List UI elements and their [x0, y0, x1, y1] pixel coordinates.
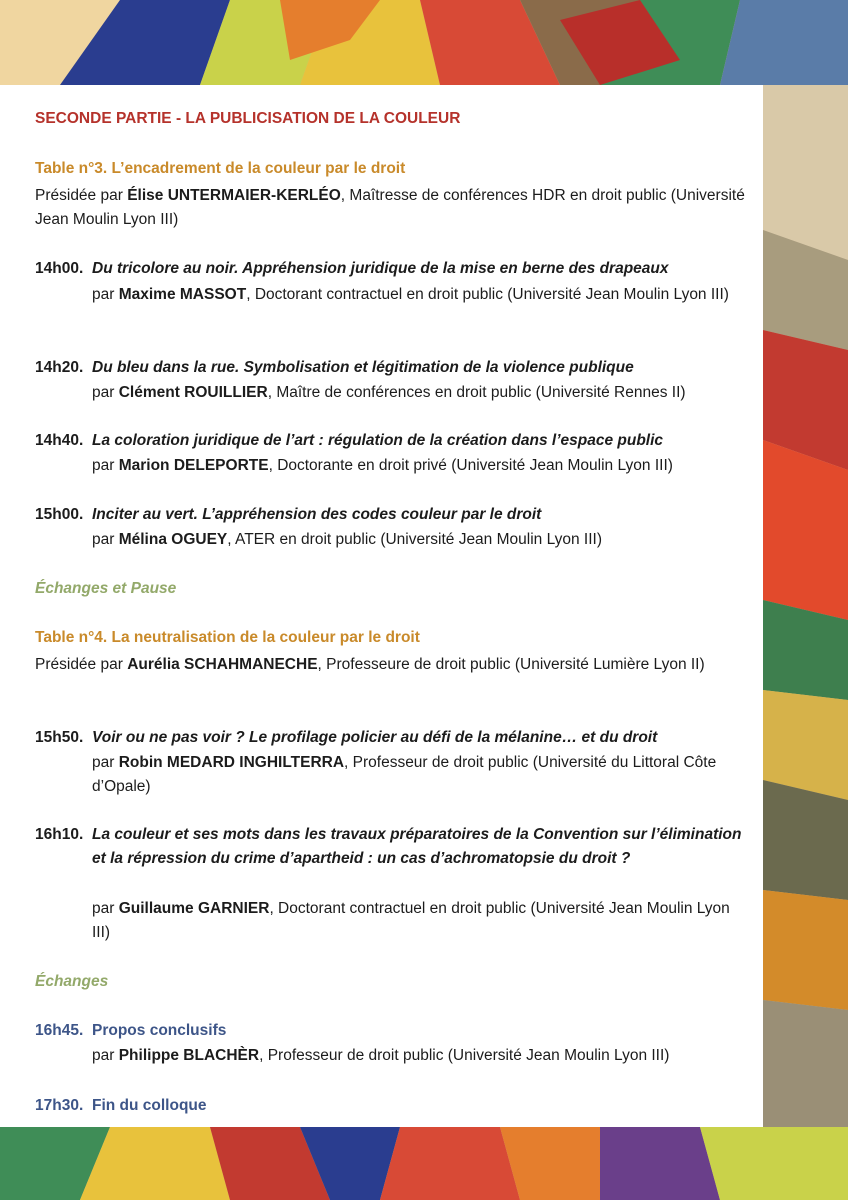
talk-time: 15h50.: [35, 729, 84, 746]
talk-speaker: par Marion DELEPORTE, Doctorante en droit privé (Université Jean Moulin Lyon III): [92, 457, 673, 474]
table4-title: Table n°4. La neutralisation de la couleur par le droit: [35, 629, 420, 646]
program-panel: [0, 85, 763, 1127]
talk-time: 14h00.: [35, 260, 84, 277]
closing-title: Propos conclusifs: [92, 1022, 227, 1039]
table4-chair: Présidée par Aurélia SCHAHMANECHE, Professeure de droit public (Université Lumière Lyon II): [35, 656, 705, 673]
talk-time: 14h40.: [35, 432, 84, 449]
talk-speaker: par Clément ROUILLIER, Maître de conférences en droit public (Université Rennes II): [92, 384, 686, 401]
talk-title: Voir ou ne pas voir ? Le profilage policier au défi de la mélanine… et du droit: [92, 729, 658, 746]
talk-speaker: par Robin MEDARD INGHILTERRA, Professeur de droit public (Université du Littoral Côte d’Opale): [92, 754, 717, 795]
table3-chair: Présidée par Élise UNTERMAIER-KERLÉO, Maîtresse de conférences HDR en droit public (Université Jean Moulin Lyon III): [35, 187, 745, 228]
break-label: Échanges et Pause: [35, 580, 177, 597]
talk-title: La couleur et ses mots dans les travaux préparatoires de la Convention sur l’élimination et la répression du crime d’apartheid : un cas d’achromatopsie du droit ?: [92, 826, 742, 867]
end-time: 17h30.: [35, 1097, 84, 1114]
talk-title: Du tricolore au noir. Appréhension juridique de la mise en berne des drapeaux: [92, 260, 669, 277]
talk-title: Inciter au vert. L’appréhension des codes couleur par le droit: [92, 506, 542, 523]
closing-time: 16h45.: [35, 1022, 84, 1039]
table4-chair-name: Aurélia SCHAHMANECHE: [127, 656, 318, 673]
talk-time: 16h10.: [35, 826, 84, 843]
closing-speaker: par Philippe BLACHÈR, Professeur de droit public (Université Jean Moulin Lyon III): [92, 1047, 670, 1064]
section-title: SECONDE PARTIE - LA PUBLICISATION DE LA COULEUR: [35, 110, 461, 127]
table3-chair-name: Élise UNTERMAIER-KERLÉO: [127, 187, 341, 204]
break-label: Échanges: [35, 973, 109, 990]
end-title: Fin du colloque: [92, 1097, 207, 1114]
talk-title: Du bleu dans la rue. Symbolisation et légitimation de la violence publique: [92, 359, 634, 376]
talk-time: 15h00.: [35, 506, 84, 523]
talk-speaker: par Guillaume GARNIER, Doctorant contractuel en droit public (Université Jean Moulin Lyon III): [92, 900, 730, 941]
talk-title: La coloration juridique de l’art : régulation de la création dans l’espace public: [92, 432, 664, 449]
table3-title: Table n°3. L’encadrement de la couleur par le droit: [35, 160, 406, 177]
talk-speaker: par Mélina OGUEY, ATER en droit public (Université Jean Moulin Lyon III): [92, 531, 602, 548]
talk-speaker: par Maxime MASSOT, Doctorant contractuel en droit public (Université Jean Moulin Lyon III): [92, 286, 729, 303]
talk-time: 14h20.: [35, 359, 84, 376]
